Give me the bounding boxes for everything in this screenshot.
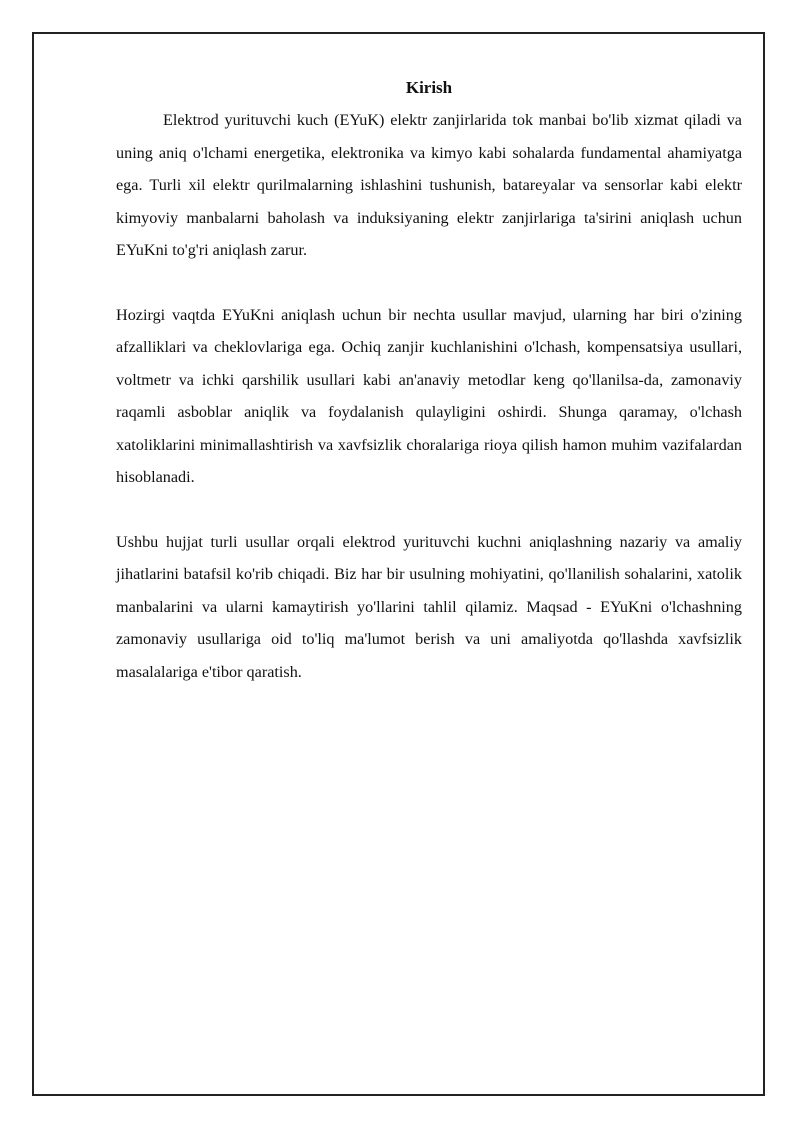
paragraph-intro: Elektrod yurituvchi kuch (EYuK) elektr zanjirlarida tok manbai bo'lib xizmat qiladi va uning aniq o'lchami energetika, elektronika va kimyo kabi sohalarda fundamental ahamiyatga ega. Turli xil elektr qurilmalarning ishlashini tushunish, batareyalar va sensorlar kabi elektr kimyoviy manbalarni baholash va induksiyaning elektr zanjirlariga ta'sirini aniqlash uchun EYuKni to'g'ri aniqlash zarur. (116, 111, 742, 259)
paragraph-purpose: Ushbu hujjat turli usullar orqali elektrod yurituvchi kuchni aniqlashning nazariy va amaliy jihatlarini batafsil ko'rib chiqadi. Biz har bir usulning mohiyatini, qo'llanilish sohalarini, xatolik manbalarini va ularni kamaytirish yo'llarini tahlil qilamiz. Maqsad - EYuKni o'lchashning zamonaviy usullariga oid to'liq ma'lumot berish va uni amaliyotda qo'llashda xavfsizlik masalalariga e'tibor qaratish. (116, 532, 742, 681)
document-title: Kirish (405, 78, 453, 97)
document-body (116, 76, 742, 720)
paragraph-methods: Hozirgi vaqtda EYuKni aniqlash uchun bir nechta usullar mavjud, ularning har biri o'zining afzalliklari va cheklovlariga ega. Ochiq zanjir kuchlanishini o'lchash, kompensatsiya usullari, voltmetr va ichki qarshilik usullari kabi an'anaviy metodlar keng qo'llanilsa-da, zamonaviy raqamli asboblar aniqlik va foydalanish qulayligini oshirdi. Shunga qaramay, o'lchash xatoliklarini minimallashtirish va xavfsizlik choralariga rioya qilish hamon muhim vazifalardan hisoblanadi. (116, 305, 742, 486)
